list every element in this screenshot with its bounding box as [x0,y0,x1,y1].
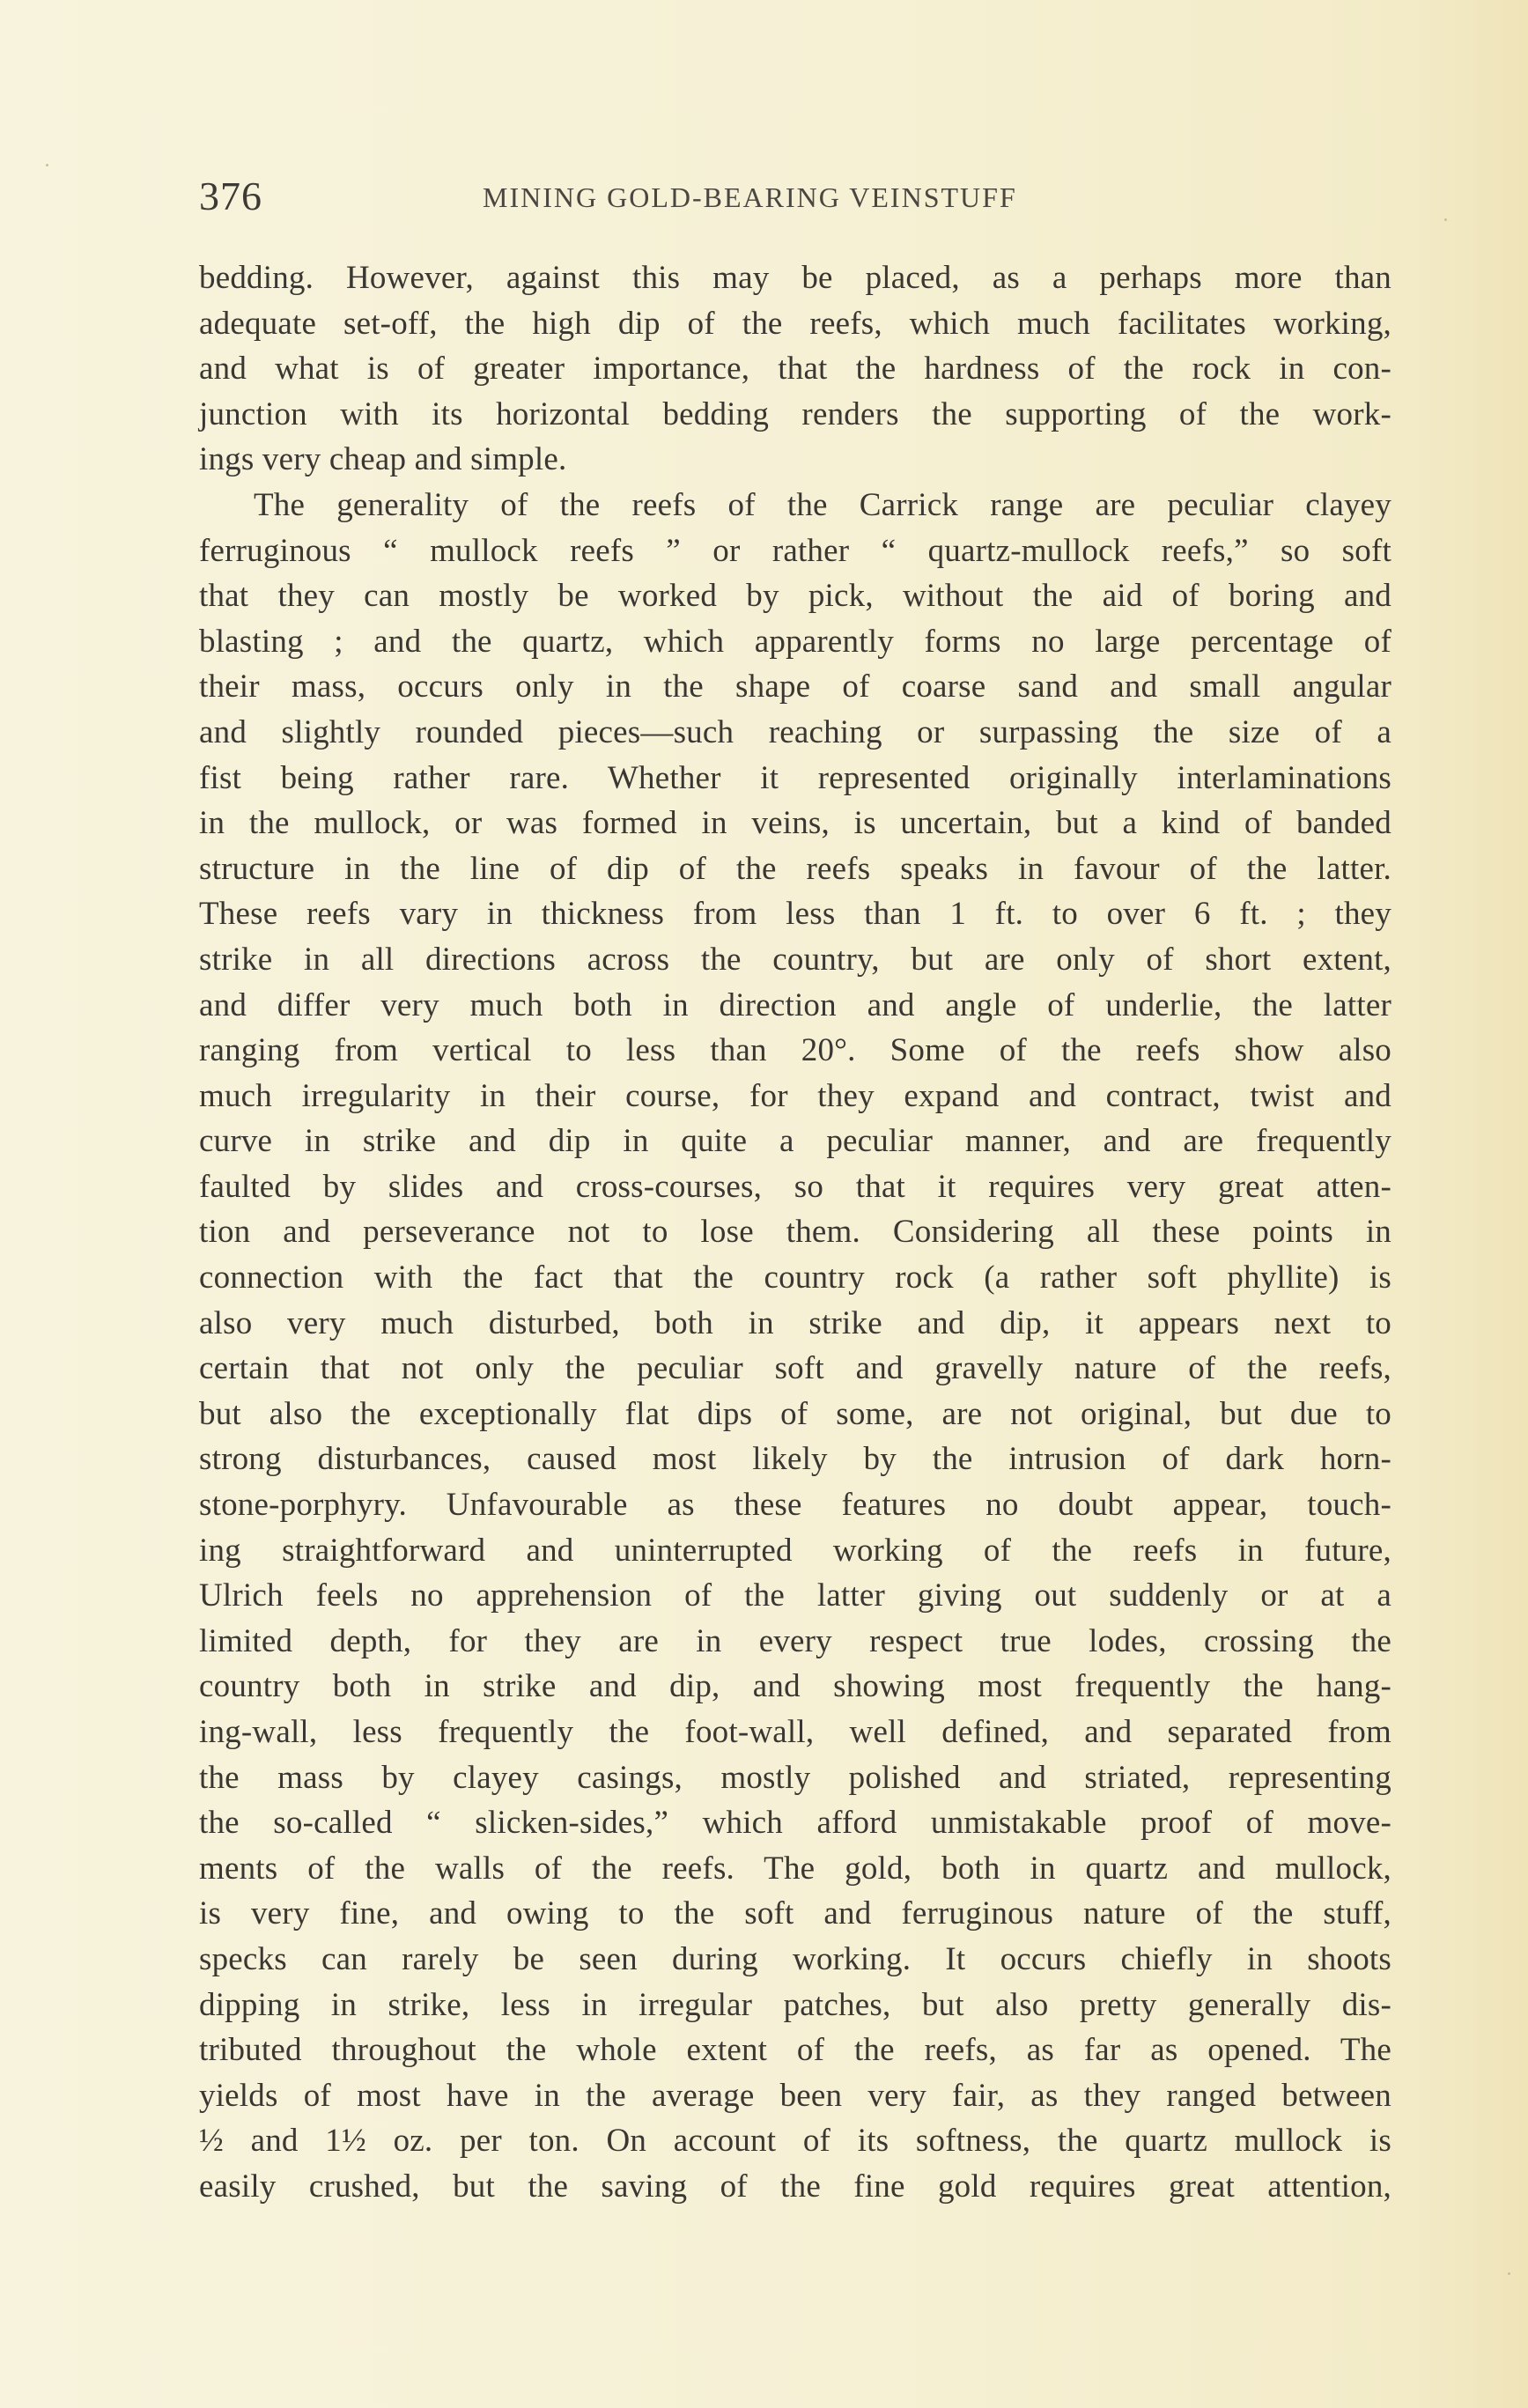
running-head: MINING GOLD-BEARING VEINSTUFF [483,181,1017,213]
text-line: and slightly rounded pieces—such reaching or surpassing the size of a [199,713,1391,750]
text-line: that they can mostly be worked by pick, without the aid of boring and [199,578,1391,615]
text-line: These reefs vary in thickness from less than 1 ft. to over 6 ft. ; they [199,896,1391,933]
text-line: specks can rarely be seen during working. It occurs chiefly in shoots [199,1940,1391,1977]
text-line: bedding. However, against this may be placed, as a perhaps more than [199,260,1391,296]
text-line: the so-called “ slicken-sides,” which afford unmistakable proof of move- [199,1805,1391,1842]
text-line: much irregularity in their course, for they expand and contract, twist and [199,1077,1391,1114]
text-line: yields of most have in the average been very fair, as they ranged between [199,2077,1391,2114]
text-line: dipping in strike, less in irregular patches, but also pretty generally dis- [199,1986,1391,2023]
text-line: but also the exceptionally flat dips of some, are not original, but due to [199,1395,1391,1432]
text-line: and what is of greater importance, that the hardness of the rock in con- [199,351,1391,388]
text-line: fist being rather rare. Whether it represented originally interlaminations [199,759,1391,796]
text-line: is very fine, and owing to the soft and ferruginous nature of the stuff, [199,1895,1391,1932]
text-line: stone-porphyry. Unfavourable as these features no doubt appear, touch- [199,1487,1391,1524]
body-text [199,255,1391,2301]
text-line: adequate set-off, the high dip of the reefs, which much facilitates working, [199,305,1391,342]
text-line: also very much disturbed, both in strike and dip, it appears next to [199,1304,1391,1341]
text-line: blasting ; and the quartz, which apparently forms no large percentage of [199,623,1391,660]
text-line: ings very cheap and simple. [199,441,567,478]
text-line: faulted by slides and cross-courses, so that it requires very great atten- [199,1168,1391,1205]
paper-speck [1444,218,1447,221]
text-line: and differ very much both in direction and angle of underlie, the latter [199,986,1391,1023]
paragraph-1 [199,255,1391,483]
text-line: country both in strike and dip, and showing most frequently the hang- [199,1668,1391,1705]
page-number: 376 [199,174,262,218]
text-line: ranging from vertical to less than 20°. Some of the reefs show also [199,1032,1391,1069]
text-line: connection with the fact that the country rock (a rather soft phyllite) is [199,1259,1391,1296]
text-line: ferruginous “ mullock reefs ” or rather “ quartz-mullock reefs,” so soft [199,532,1391,569]
paper-speck [1508,2272,1510,2275]
text-line: strike in all directions across the country, but are only of short extent, [199,941,1391,978]
text-line: their mass, occurs only in the shape of coarse sand and small angular [199,668,1391,705]
text-line: tributed throughout the whole extent of the reefs, as far as opened. The [199,2032,1391,2069]
paper-speck [46,164,48,166]
text-line: in the mullock, or was formed in veins, is uncertain, but a kind of banded [199,805,1391,842]
text-line: certain that not only the peculiar soft and gravelly nature of the reefs, [199,1350,1391,1387]
text-line: easily crushed, but the saving of the fine gold requires great attention, [199,2168,1391,2205]
text-line: Ulrich feels no apprehension of the latter giving out suddenly or at a [199,1577,1391,1614]
text-line: The generality of the reefs of the Carrick range are peculiar clayey [254,486,1391,523]
text-line: tion and perseverance not to lose them. Considering all these points in [199,1214,1391,1251]
page-header [199,173,1397,225]
paragraph-2 [199,483,1391,2301]
text-line: ½ and 1½ oz. per ton. On account of its softness, the quartz mullock is [199,2123,1391,2160]
text-line: ing straightforward and uninterrupted working of the reefs in future, [199,1532,1391,1569]
text-line: the mass by clayey casings, mostly polished and striated, representing [199,1759,1391,1796]
text-line: strong disturbances, caused most likely by the intrusion of dark horn- [199,1441,1391,1478]
text-line [199,2255,1391,2301]
text-line: curve in strike and dip in quite a peculiar manner, and are frequently [199,1123,1391,1160]
text-line [199,2210,1391,2256]
text-line: structure in the line of dip of the reefs speaks in favour of the latter. [199,850,1391,887]
text-line: ments of the walls of the reefs. The gold, both in quartz and mullock, [199,1850,1391,1887]
text-line: junction with its horizontal bedding renders the supporting of the work- [199,395,1391,432]
text-line: ing-wall, less frequently the foot-wall, well defined, and separated from [199,1714,1391,1750]
text-line: limited depth, for they are in every respect true lodes, crossing the [199,1622,1391,1659]
